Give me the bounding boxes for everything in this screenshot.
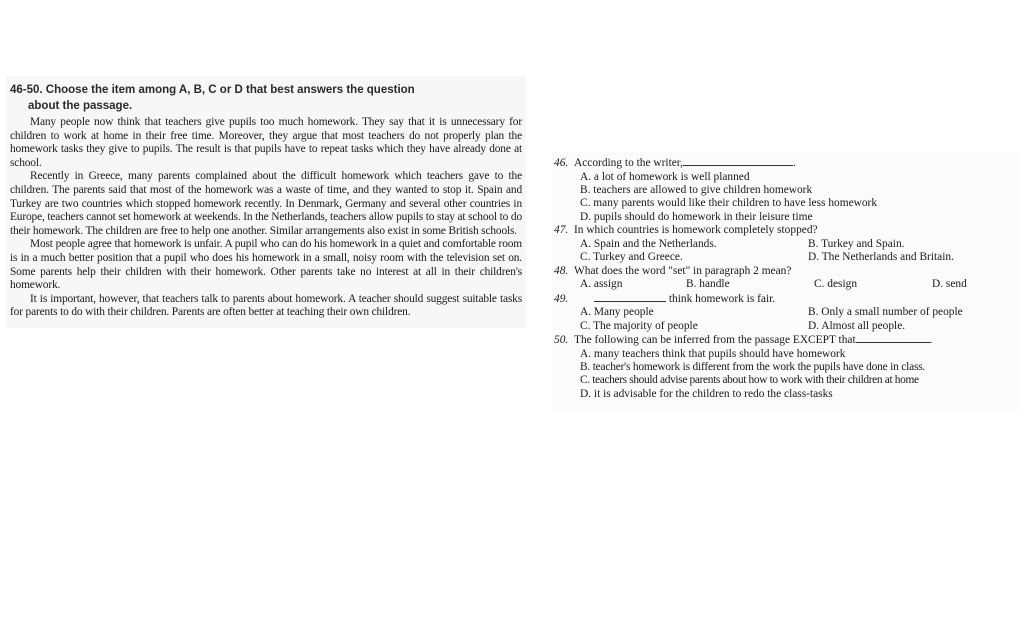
option-49a: A. Many people — [580, 306, 654, 319]
options-49-ab — [554, 306, 1018, 319]
question-stem: In which countries is homework completely stopped? — [574, 224, 818, 237]
option-46d: D. pupils should do homework in their leisure time — [580, 210, 813, 223]
stem-end: . — [792, 157, 796, 169]
question-number: 46. — [554, 157, 569, 169]
option-48d: D. send — [932, 278, 967, 291]
option-50a: A. many teachers think that pupils should have homework — [580, 347, 846, 360]
question-stem: What does the word "set" in paragraph 2 mean? — [574, 264, 792, 277]
stem-end: . — [929, 334, 933, 347]
options-49-cd — [554, 320, 1018, 333]
option-46b: B. teachers are allowed to give children homework — [580, 184, 813, 196]
question-stem: According to the writer, — [574, 157, 683, 169]
heading-line-1: 46-50. Choose the item among A, B, C or D that best answers the question — [10, 84, 415, 96]
option-47b: B. Turkey and Spain. — [808, 237, 905, 250]
option-48b: B. handle — [686, 278, 730, 291]
option-49b: B. Only a small number of people — [808, 306, 963, 319]
option-50d: D. it is advisable for the children to redo the class-tasks — [580, 387, 833, 400]
question-48 — [554, 265, 1018, 279]
question-stem: The following can be inferred from the passage EXCEPT that — [574, 334, 856, 347]
option-49d: D. Almost all people. — [808, 319, 906, 332]
option-50c: C. teachers should advise parents about how to work with their children at home — [580, 374, 919, 387]
paragraph-2: Recently in Greece, many parents complained about the difficult homework which teachers gave to the children. The parents said that most of the homework was a waste of time, and they wanted to stop it. Spain and Turkey are two countries which stopped homework recently. In Denmark, Germany and several other countries in Europe, teachers cannot set homework at weekends. In the Netherlands, teachers allow pupils to stay at school to do their homework. The children are free to help one another. Similar arrangements also exist in some British schools. — [10, 170, 522, 237]
option-48c: C. design — [814, 278, 858, 291]
option-48a: A. assign — [580, 278, 623, 291]
paragraph-3: Most people agree that homework is unfair. A pupil who can do his homework in a quiet and comfortable room is in a much better position that a pupil who does his homework in a small, noisy room with the television set on. Some parents help their children with their homework. Other parents take no interest at all in their children's homework. — [10, 238, 522, 292]
question-list — [552, 152, 1020, 411]
question-47 — [554, 224, 1018, 238]
answer-blank — [856, 333, 930, 343]
options-48 — [554, 278, 1018, 291]
question-number: 49. — [554, 292, 569, 305]
option-47d: D. The Netherlands and Britain. — [808, 251, 954, 264]
options-47-cd — [554, 251, 1018, 264]
option-46c: C. many parents would like their children to have less homework — [580, 197, 878, 210]
option-47a: A. Spain and the Netherlands. — [580, 237, 717, 250]
question-number: 47. — [554, 224, 569, 237]
option-50b: B. teacher's homework is different from the work the pupils have done in class. — [580, 361, 926, 374]
question-46 — [554, 156, 1018, 171]
heading-line-2: about the passage. — [28, 100, 133, 112]
reading-passage — [6, 76, 526, 328]
answer-blank — [683, 156, 793, 166]
question-stem: think homework is fair. — [668, 292, 776, 305]
question-49 — [554, 292, 1018, 307]
paragraph-4: It is important, however, that teachers talk to parents about homework. A teacher should suggest suitable tasks for parents to do with their children. Parents are often better at teaching their own children. — [10, 292, 522, 319]
option-49c: C. The majority of people — [580, 319, 698, 332]
answer-blank — [594, 292, 666, 302]
options-47-ab — [554, 238, 1018, 251]
instructions-heading — [10, 82, 522, 114]
question-number: 48. — [554, 264, 569, 277]
option-47c: C. Turkey and Greece. — [580, 251, 683, 264]
question-number: 50. — [554, 334, 569, 347]
question-50 — [554, 333, 1018, 348]
option-46a: A. a lot of homework is well planned — [580, 170, 750, 183]
paragraph-1: Many people now think that teachers give pupils too much homework. They say that it is unnecessary for children to work at home in their free time. Moreover, they argue that most teachers do not properly plan the homework tasks they give to pupils. The result is that pupils have to repeat tasks which they have already done at school. — [10, 116, 522, 169]
